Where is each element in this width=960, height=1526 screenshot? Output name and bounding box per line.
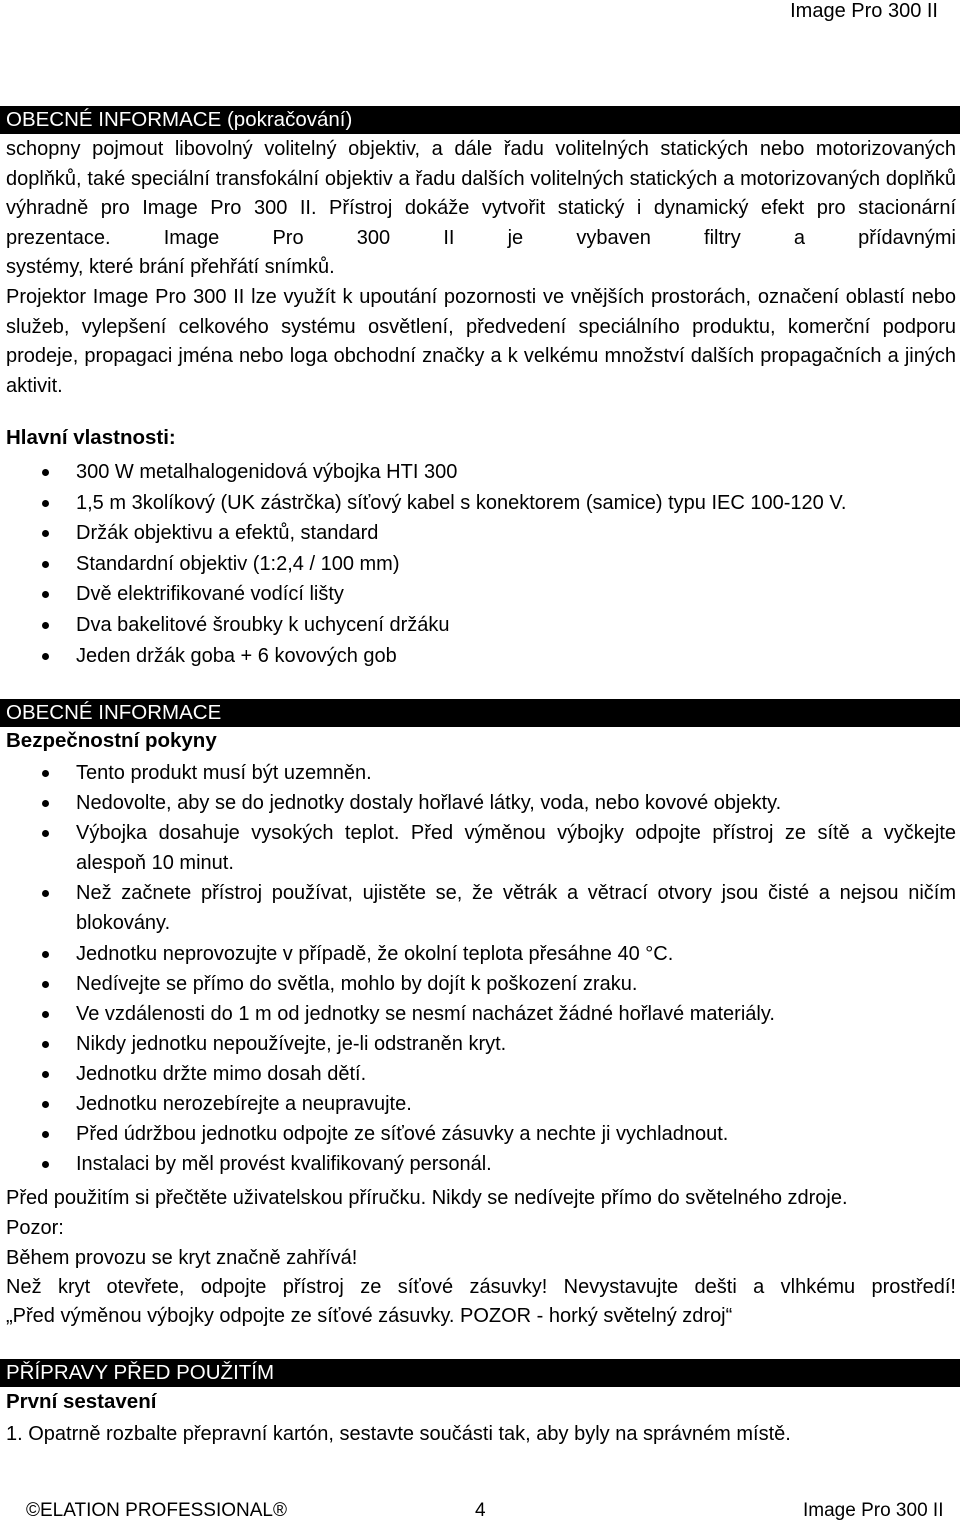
list-item: Ve vzdálenosti do 1 m od jednotky se nesmí nacházet žádné hořlavé materiály.	[0, 999, 960, 1029]
list-item: Jednotku držte mimo dosah dětí.	[0, 1059, 960, 1089]
bullet-icon	[42, 951, 49, 958]
list-item: Instalaci by měl provést kvalifikovaný personál.	[0, 1149, 960, 1179]
bullet-icon	[42, 530, 49, 537]
bullet-icon	[42, 1041, 49, 1048]
bullet-icon	[42, 1071, 49, 1078]
read-manual-note: Před použitím si přečtěte uživatelskou příručku. Nikdy se nedívejte přímo do světelného zdroje.	[6, 1187, 848, 1209]
bullet-icon	[42, 1131, 49, 1138]
safety-heading: Bezpečnostní pokyny	[6, 729, 217, 752]
list-item: Dvě elektrifikované vodící lišty	[0, 579, 960, 610]
list-item: Jednotku neprovozujte v případě, že okolní teplota přesáhne 40 °C.	[0, 939, 960, 969]
list-item: Standardní objektiv (1:2,4 / 100 mm)	[0, 549, 960, 580]
section-bar-general-info-continued: OBECNÉ INFORMACE (pokračování)	[0, 106, 960, 134]
bullet-icon	[42, 800, 49, 807]
footer-product-name: Image Pro 300 II	[803, 1500, 944, 1521]
list-item: Než začnete přístroj používat, ujistěte se, že větrák a větrací otvory jsou čisté a nejsou ničím blokovány.	[0, 878, 960, 938]
list-item: Držák objektivu a efektů, standard	[0, 518, 960, 549]
bullet-icon	[42, 830, 49, 837]
list-item: 1,5 m 3kolíkový (UK zástrčka) síťový kabel s konektorem (samice) typu IEC 100-120 V.	[0, 488, 960, 519]
list-item: Dva bakelitové šroubky k uchycení držáku	[0, 610, 960, 641]
list-item: Jeden držák goba + 6 kovových gob	[0, 641, 960, 672]
footer-page-number: 4	[475, 1500, 486, 1521]
bullet-icon	[42, 1161, 49, 1168]
list-item: Nedívejte se přímo do světla, mohlo by dojít k poškození zraku.	[0, 969, 960, 999]
features-list	[0, 457, 960, 671]
bullet-icon	[42, 500, 49, 507]
list-item: Tento produkt musí být uzemněn.	[0, 758, 960, 788]
bullet-icon	[42, 469, 49, 476]
usage-paragraph: Projektor Image Pro 300 II lze využít k upoutání pozornosti ve vnějších prostorách, označení oblastí nebo služeb, vylepšení celkového systému osvětlení, předvedení speciálního produktu, komerční podporu prodeje, propagaci jména nebo loga obchodní značky a k velkému množství dalších propagačních a jiných aktivit.	[6, 286, 956, 397]
caution-label: Pozor:	[6, 1217, 64, 1239]
bullet-icon	[42, 770, 49, 777]
page-header-title: Image Pro 300 II	[790, 0, 938, 22]
bullet-icon	[42, 981, 49, 988]
bullet-icon	[42, 1101, 49, 1108]
caution-disconnect: Než kryt otevřete, odpojte přístroj ze síťové zásuvky! Nevystavujte dešti a vlhkému prostředí!	[6, 1276, 956, 1298]
bullet-icon	[42, 622, 49, 629]
list-item: Před údržbou jednotku odpojte ze síťové zásuvky a nechte ji vychladnout.	[0, 1119, 960, 1149]
bullet-icon	[42, 1011, 49, 1018]
bullet-icon	[42, 890, 49, 897]
safety-list	[0, 758, 960, 1179]
list-item: 300 W metalhalogenidová výbojka HTI 300	[0, 457, 960, 488]
setup-step-1: 1. Opatrně rozbalte přepravní kartón, sestavte součásti tak, aby byly na správném místě.	[6, 1423, 791, 1445]
footer-copyright: ©ELATION PROFESSIONAL®	[26, 1500, 287, 1521]
bullet-icon	[42, 653, 49, 660]
list-item: Nedovolte, aby se do jednotky dostaly hořlavé látky, voda, nebo kovové objekty.	[0, 788, 960, 818]
section-bar-general-info: OBECNÉ INFORMACE	[0, 699, 960, 727]
list-item: Výbojka dosahuje vysokých teplot. Před výměnou výbojky odpojte přístroj ze sítě a vyčkejte alespoň 10 minut.	[0, 818, 960, 878]
bullet-icon	[42, 561, 49, 568]
section-bar-preparation: PŘÍPRAVY PŘED POUŽITÍM	[0, 1359, 960, 1387]
caution-hot-cover: Během provozu se kryt značně zahřívá!	[6, 1247, 358, 1269]
intro-paragraph-end: systémy, které brání přehřátí snímků.	[6, 256, 335, 278]
features-heading: Hlavní vlastnosti:	[6, 426, 176, 449]
first-setup-heading: První sestavení	[6, 1390, 157, 1413]
caution-lamp-replacement: „Před výměnou výbojky odpojte ze síťové zásuvky. POZOR - horký světelný zdroj“	[6, 1305, 733, 1327]
list-item: Nikdy jednotku nepoužívejte, je-li odstraněn kryt.	[0, 1029, 960, 1059]
intro-paragraph: schopny pojmout libovolný volitelný objektiv, a dále řadu volitelných statických nebo motorizovaných doplňků, také speciální transfokální objektiv a řadu dalších volitelných statických a motorizovaných doplňků výhradně pro Image Pro 300 II. Přístroj dokáže vytvořit statický i dynamický efekt pro stacionární prezentace. Image Pro 300 II je vybaven filtry a přídavnými	[6, 138, 956, 249]
bullet-icon	[42, 591, 49, 598]
list-item: Jednotku nerozebírejte a neupravujte.	[0, 1089, 960, 1119]
